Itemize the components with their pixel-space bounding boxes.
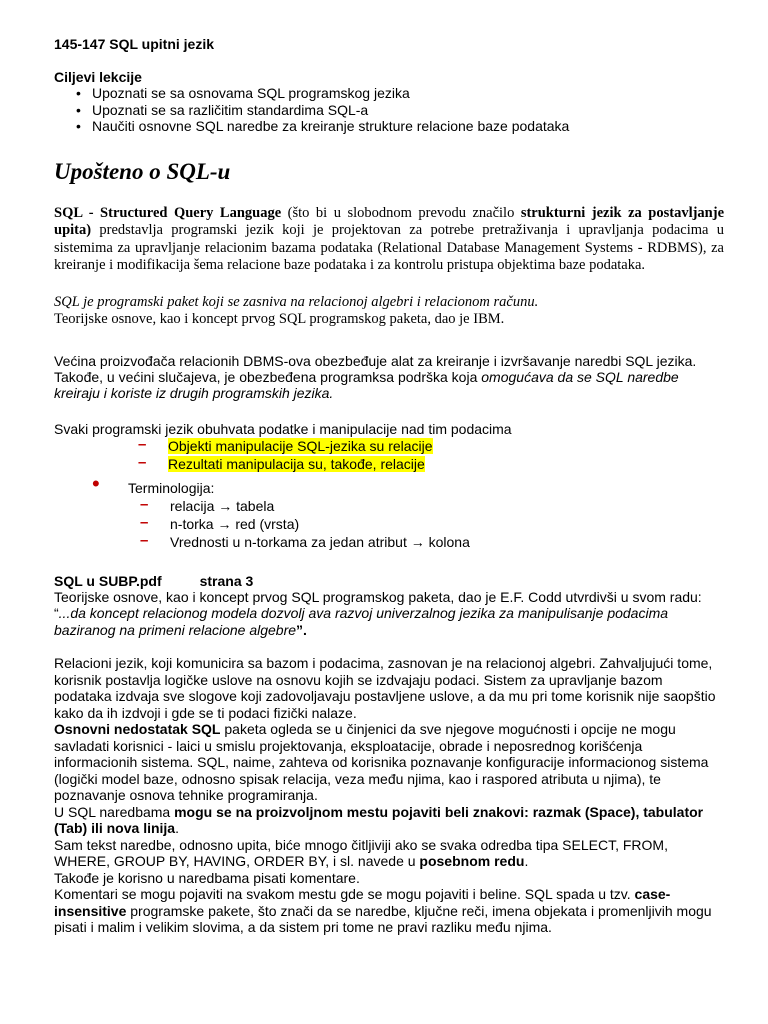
dash-icon: – bbox=[140, 495, 149, 513]
sql-package-italic: SQL je programski paket koji se zasniva na relacionoj algebri i relacionom računu. bbox=[54, 293, 539, 310]
drawback-text: paketa ogleda se u činjenici da sve njegove mogućnosti i opcije ne mogu savladati korisnici - laici u smislu projektovanja, eksploatacije, obrade i neposrednog korišćenja informacionih sistema. SQL, naime, zahteva od korisnika poznavanje konfiguracije informacionog sistema (logički model baze, odnosno spisak relacija, veza među njima, kao i raspored atributa u njima), te poznavanje osnova tehnike programiranja. bbox=[54, 721, 709, 803]
whitespace-text: . bbox=[175, 820, 179, 836]
sql-package-ibm: Teorijske osnove, kao i koncept prvog SQL programskog paketa, dao je IBM. bbox=[54, 311, 505, 327]
whitespace-bold: mogu se na proizvoljnom mestu pojaviti beli znakovi: razmak (Space), tabulator (Tab) ili nova linija bbox=[54, 803, 704, 836]
vendors-text: Većina proizvođača relacionih DBMS-ova obezbeđuje alat za kreiranje i izvršavanje naredbi SQL jezika. Takođe, u većini slučajeva, je obezbeđena programksa podrška koja bbox=[54, 352, 697, 385]
intro-bold-translation: strukturni jezik za postavljanje upita) bbox=[54, 204, 725, 238]
highlighted-text: Objekti manipulacije SQL-jezika su relacije bbox=[168, 437, 433, 454]
subp-page: strana 3 bbox=[199, 572, 254, 589]
manipulation-intro: Svaki programski jezik obuhvata podatke i manipulacije nad tim podacima bbox=[54, 420, 512, 437]
term-text: Vrednosti u n-torkama za jedan atribut → kolona bbox=[170, 533, 470, 550]
comments-text: programske pakete, što znači da se naredbe, ključne reči, imena objekata i promenljivih mogu pisati i malim i velikim slovima, a da sistem pri tome ne pravi razliku među njima. bbox=[54, 902, 712, 935]
term-text: n-torka → red (vrsta) bbox=[170, 515, 300, 532]
relational-paragraph: Relacioni jezik, koji komunicira sa bazom i podacima, zasnovan je na relacionoj algebri. Zahvaljujući tome, korisnik postavlja logičke uslove na osnovu kojih se izdvajaju podaci. Sistem za upravljanje bazom podataka izdvaja sve slogove koji zadovoljavaju postavljene uslove, a da mu pri tome korisnik nije saopštio kako da ih izdvoji i gde se ti podaci fizički nalaze. bbox=[54, 655, 716, 721]
dash-icon: – bbox=[138, 453, 147, 471]
goal-item: • Naučiti osnovne SQL naredbe za kreiranje strukture relacione baze podataka bbox=[76, 118, 724, 135]
list-item bbox=[138, 455, 724, 473]
doc-title: 145-147 SQL upitni jezik bbox=[54, 36, 215, 52]
intro-text: predstavlja programski jezik koji je projektovan za potrebe pretraživanja i upravljanja podacima u sistemima za upravljanje relacionim bazama podataka (Relational Database Management Systems - RDBMS), za kreiranje i modifikacija šema relacione baze podataka i za kontrolu pristupa objektima baze podataka. bbox=[54, 222, 724, 273]
comments-paragraph bbox=[54, 886, 724, 936]
comments-bold: case-insensitive bbox=[54, 886, 671, 919]
readability-bold: posebnom redu bbox=[419, 853, 525, 869]
drawback-bold: Osnovni nedostatak SQL bbox=[54, 721, 221, 737]
dash-icon: – bbox=[140, 531, 149, 549]
intro-bold-term: SQL - Structured Query Language bbox=[54, 204, 282, 221]
readability-text: Sam tekst naredbe, odnosno upita, biće mnogo čitljiviji ako se svaka odredba tipa SELECT, FROM, WHERE, GROUP BY, HAVING, ORDER BY, i sl. navede u bbox=[54, 836, 668, 869]
bullet-icon: • bbox=[92, 470, 100, 496]
list-item bbox=[138, 437, 724, 455]
terminology-label: Terminologija: bbox=[128, 479, 215, 496]
terminology-list bbox=[140, 497, 724, 551]
vendors-italic: omogućava da se SQL naredbe kreiraju i koriste iz drugih programskih jezika. bbox=[54, 368, 679, 401]
goals-title: Ciljevi lekcije bbox=[54, 69, 142, 85]
subp-line: Teorijske osnove, kao i koncept prvog SQL programskog paketa, dao je E.F. Codd utvrdivši u svom radu: bbox=[54, 588, 702, 605]
readability-paragraph bbox=[54, 837, 724, 870]
intro-paragraph bbox=[54, 205, 724, 275]
highlighted-text: Rezultati manipulacija su, takođe, relacije bbox=[168, 455, 425, 472]
goals-list bbox=[54, 85, 724, 135]
comments-text: Komentari se mogu pojaviti na svakom mestu gde se mogu pojaviti i beline. SQL spada u tzv. bbox=[54, 886, 635, 902]
subp-heading bbox=[54, 573, 724, 589]
goal-item: • Upoznati se sa različitim standardima SQL-a bbox=[76, 102, 724, 119]
readability-text: . bbox=[524, 853, 529, 869]
document-page bbox=[54, 36, 724, 936]
list-item bbox=[140, 533, 724, 551]
vendors-paragraph bbox=[54, 353, 724, 401]
list-item bbox=[140, 515, 724, 533]
quote-open: “ bbox=[54, 605, 59, 621]
highlighted-list bbox=[138, 437, 724, 473]
quote-text: ...da koncept relacionog modela dozvolj ava razvoj univerzalnog jezika za manipulisanje podacima baziranog na primeni relacione algebre bbox=[54, 605, 669, 638]
term-text: relacija → tabela bbox=[170, 497, 275, 514]
comments-line: Takođe je korisno u naredbama pisati komentare. bbox=[54, 869, 360, 886]
section-title: Upošteno o SQL-u bbox=[54, 158, 231, 184]
subp-quote bbox=[54, 605, 724, 638]
whitespace-text: U SQL naredbama bbox=[54, 803, 175, 820]
dash-icon: – bbox=[138, 435, 147, 453]
intro-text: (što bi u slobodnom prevodu značilo bbox=[281, 204, 521, 221]
dash-icon: – bbox=[140, 513, 149, 531]
list-item bbox=[140, 497, 724, 515]
goal-item: • Upoznati se sa osnovama SQL programskog jezika bbox=[76, 85, 724, 102]
subp-file: SQL u SUBP.pdf bbox=[54, 572, 162, 589]
drawback-paragraph bbox=[54, 721, 724, 804]
whitespace-paragraph bbox=[54, 804, 724, 837]
quote-close: ”. bbox=[296, 621, 307, 638]
terminology-bullet bbox=[92, 470, 724, 497]
